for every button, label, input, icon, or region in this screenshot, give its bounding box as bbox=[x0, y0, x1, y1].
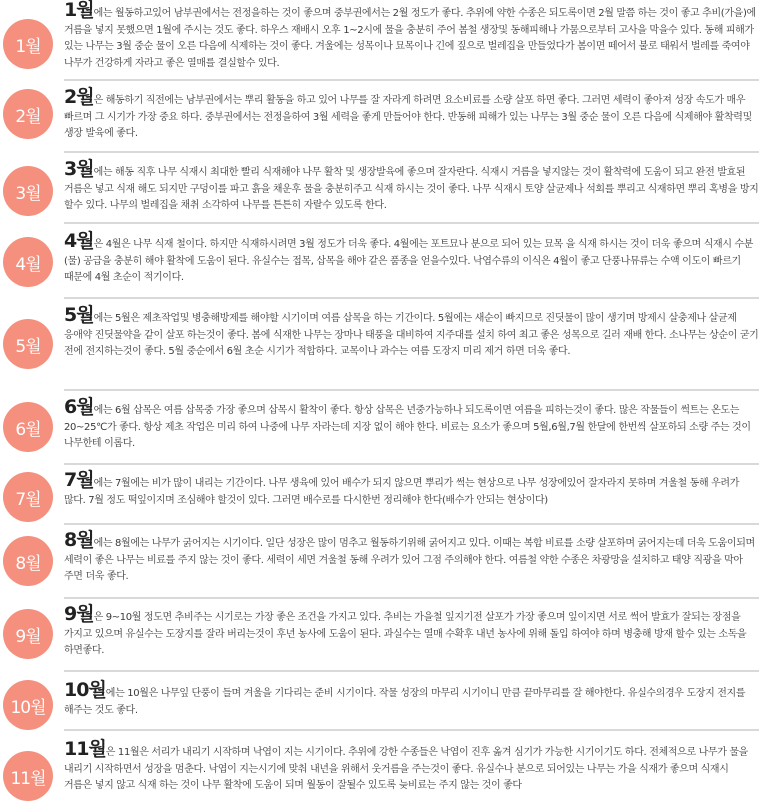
month-badge: 9월 bbox=[3, 609, 53, 659]
month-description bbox=[64, 396, 759, 453]
month-heading: 9월 bbox=[64, 603, 94, 625]
month-badge: 6월 bbox=[3, 402, 53, 452]
month-text: 에는 8월에는 나무가 굵어지는 시기이다. 일단 성장은 많이 멈추고 월동하기위해 굵어지고 있다. 이때는 복합 비료를 소량 살포하며 굵어지는데 더욱 도움이되며 세력이 좋은 나무는 비료를 주지 않는 것이 좋다. 세력이 세면 겨울철 동해 우려가 있어 그점 주의해야 한다. 여름철 약한 수종은 차광망을 설치하고 태양 직광을 막아 주면 더욱 좋다. bbox=[64, 538, 755, 583]
month-description bbox=[64, 2, 759, 72]
month-heading: 2월 bbox=[64, 86, 94, 108]
month-heading: 1월 bbox=[64, 0, 94, 21]
month-description bbox=[64, 469, 759, 509]
month-text: 에는 6월 삽목은 여름 삽목중 가장 좋으며 삽목시 활착이 좋다. 항상 삽목은 년중가능하나 되도록이면 여름을 피하는것이 좋다. 많은 작물들이 썩트는 온도는 20~25℃가 좋다. 항상 제초 작업은 미리 하여 나중에 나무 자라는데 지장 없이 해야 한다. 비료는 요소가 좋으며 5월,6월,7월 한달에 한번씩 살포하되 소량 주는 것이 나무한테 이롭다. bbox=[64, 405, 751, 450]
divider bbox=[64, 523, 759, 525]
month-heading: 11월 bbox=[64, 738, 106, 760]
divider bbox=[64, 729, 759, 731]
divider bbox=[64, 597, 759, 599]
month-text: 에는 월동하고있어 남부권에서는 전정을하는 것이 좋으며 중부권에서는 2월 정도가 좋다. 추위에 약한 수종은 되도록이면 2월 말쯤 하는 것이 좋고 추비(가을)에 거름을 넣지 못했으면 1월에 주시는 것도 좋다. 하우스 재배시 오후 1~2시에 물을 충분히 주어 봄철 생장및 동해피해나 가뭄으로부터 고사을 막을수 있다. 동해 피해가 있는 나무는 3월 중순 물이 오른 다음에 식제하는 것이 좋다. 겨울에는 성목이나 묘목이나 긴에 짚으로 벌레집을 만들었다가 봄이면 떼어서 불로 태워서 벌레를 죽여야 나무가 건강하게 자라고 좋은 열매를 결실할수 있다. bbox=[64, 8, 756, 69]
month-text: 은 해동하기 직전에는 남부권에서는 뿌리 활동을 하고 있어 나무를 잘 자라게 하려면 요소비료를 소량 살포 하면 좋다. 그러면 세력이 좋아져 성장 속도가 매우 빠르며 그 시기가 가장 중요 하다. 중부권에서는 전정을하여 3월 세력을 좋게 만들어야 한다. 반동해 피해가 있는 나무는 3월 중순 물이 오른 다음에 식제해야 활착력및 생장 발육에 좋다. bbox=[64, 95, 752, 140]
month-heading: 4월 bbox=[64, 230, 94, 252]
month-heading: 10월 bbox=[64, 679, 106, 701]
month-badge: 5월 bbox=[3, 319, 53, 369]
month-description bbox=[64, 679, 759, 719]
month-badge: 4월 bbox=[3, 237, 53, 287]
month-description bbox=[64, 230, 759, 287]
month-description bbox=[64, 738, 759, 795]
divider bbox=[64, 79, 759, 81]
divider bbox=[64, 670, 759, 672]
month-badge: 1월 bbox=[3, 19, 53, 69]
divider bbox=[64, 463, 759, 465]
month-text: 은 4월은 나무 식재 철이다. 하지만 식재하시려면 3월 정도가 더욱 좋다. 4월에는 포트묘나 분으로 되어 있는 묘목 을 식재 하시는 것이 더욱 좋으며 식재시 수분(물) 공급을 충분히 해야 활착에 도움이 된다. 유실수는 접목, 삽목을 해야 같은 품종을 얻을수있다. 낙엽수류의 이식은 4월이 좋고 단풍나뮤류는 수액 이도이 빠르기 때문에 4월 초순이 적기이다. bbox=[64, 239, 754, 284]
divider bbox=[64, 222, 759, 224]
month-badge: 2월 bbox=[3, 89, 53, 139]
month-badge: 11월 bbox=[3, 751, 53, 801]
month-heading: 5월 bbox=[64, 304, 94, 326]
divider bbox=[64, 151, 759, 153]
month-heading: 7월 bbox=[64, 469, 94, 491]
month-description bbox=[64, 529, 759, 586]
month-heading: 3월 bbox=[64, 158, 94, 180]
month-badge: 3월 bbox=[3, 166, 53, 216]
month-text: 에는 5월은 제초작업및 병충해방제를 해야할 시기이며 여름 삽목을 하는 기간이다. 5월에는 새순이 빠지므로 진딧물이 많이 생기며 방제시 살충제나 살균제 응애약 진딧물약을 같이 살포 하는것이 좋다. 봄에 식재한 나무는 장마나 태풍을 대비하여 지주대를 설치 하여 최고 좋은 성목으로 길러 재배 한다. 소나무는 상순이 굳기 전에 전지하는것이 좋다. 5월 중순에서 6월 초순 시기가 적합하다. 교목이나 과수는 여름 도장지 미리 제거 하면 더욱 좋다. bbox=[64, 313, 759, 358]
month-description bbox=[64, 86, 759, 143]
divider bbox=[64, 389, 759, 391]
month-badge: 7월 bbox=[3, 472, 53, 522]
divider bbox=[64, 297, 759, 299]
month-badge: 10월 bbox=[3, 680, 53, 730]
month-text: 에는 해동 직후 나무 식재시 최대한 빨리 식재해야 나무 활착 및 생장발육에 좋으며 잘자란다. 식재시 거름을 넣지않는 것이 활착력에 도움이 되고 완전 발효된 거름은 넣고 식재 해도 되지만 구덩이를 파고 흙을 채운후 물을 충분히주고 식재 하시는 것이 좋다. 나무 식재시 토양 살균제나 석회를 뿌리고 식재하면 뿌리 혹병을 방지 할수 있다. 나무의 벌레집을 채취 소각하여 나무를 튼튼히 자랄수 있도록 한다. bbox=[64, 167, 759, 212]
month-description bbox=[64, 158, 759, 215]
month-heading: 8월 bbox=[64, 529, 94, 551]
month-description bbox=[64, 603, 759, 660]
month-text: 에는 10월은 나무잎 단풍이 들며 겨울을 기다리는 준비 시기이다. 작물 성장의 마무리 시기이니 만큼 끝마무리를 잘 해야한다. 유실수의경우 도장지 전지를 해주는 것도 좋다. bbox=[64, 688, 746, 716]
month-badge: 8월 bbox=[3, 536, 53, 586]
month-text: 은 11월은 서리가 내리기 시작하며 낙엽이 지는 시기이다. 추위에 강한 수종들은 낙엽이 진후 옮겨 심기가 가능한 시기이기도 하다. 전체적으로 나무가 물을 내리기 시작하면서 성장을 멈춘다. 낙엽이 지는시기에 맞춰 내년을 위해서 웃거름을 주는것이 좋다. 유실수나 분으로 되어있는 나무는 가을 식재가 좋으며 식재시 거름은 넣지 않고 식재 하는 것이 나무 활착에 도움이 되며 월동이 잘될수 있도록 늦비료는 주지 않는 것이 좋다 bbox=[64, 747, 748, 792]
month-description bbox=[64, 304, 759, 361]
month-text: 은 9~10월 정도면 추비주는 시기로는 가장 좋은 조건을 가지고 있다. 추비는 가을철 잎지기전 살포가 가장 좋으며 잎이지면 서로 썩어 발효가 잘되는 장점을 가지고 있으며 유실수는 도장지를 잘라 버리는것이 후년 농사에 도움이 된다. 과실수는 열매 수확후 내년 농사에 위해 돌입 하여야 하며 병충해 방재 할수 있는 소독을 하면좋다. bbox=[64, 612, 747, 657]
month-text: 에는 7월에는 비가 많이 내리는 기간이다. 나무 생육에 있어 배수가 되지 않으면 뿌리가 썩는 현상으로 나무 성장에있어 잘자라지 못하며 겨울철 동해 우려가 많다. 7월 정도 떡잎이지며 조심해야 할것이 있다. 그러면 배수로를 다시한번 정리해야 한다(배수가 안되는 현상이다) bbox=[64, 478, 740, 506]
month-heading: 6월 bbox=[64, 396, 94, 418]
